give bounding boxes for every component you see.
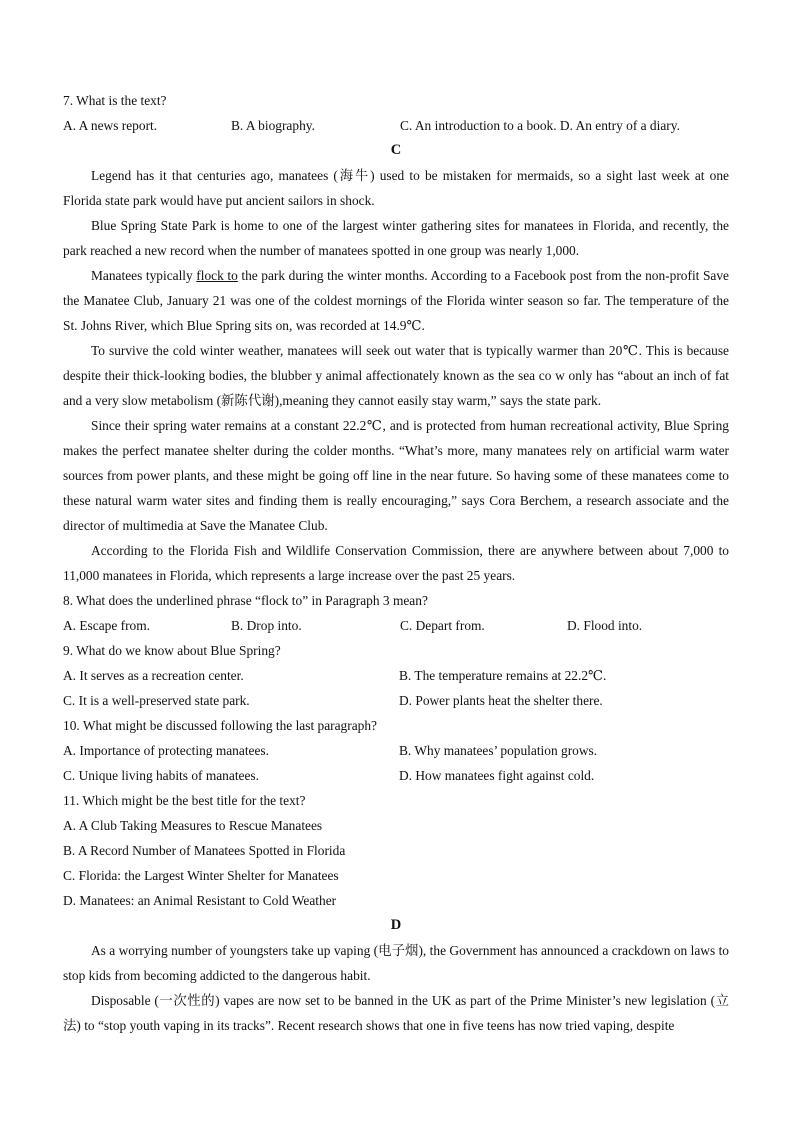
question-7-option-b: B. A biography. [231,118,315,133]
question-9-options-row-2 [63,688,729,713]
question-9-stem: 9. What do we know about Blue Spring? [63,643,281,658]
question-9-option-a: A. It serves as a recreation center. [63,668,244,683]
question-10-stem: 10. What might be discussed following the last paragraph? [63,718,377,733]
paragraph-3-end: the park during the winter months. According to a Facebook post from the non-profit Save the Manatee Club, January 21 was one of the coldest mornings of the Florida winter season so far. The temperature of the St. Johns River, which Blue Spring sits on, was recorded at 14.9℃. [63,268,729,333]
exam-page [63,88,729,1038]
question-8-option-c: C. Depart from. [400,618,485,633]
section-d-paragraph-2: Disposable (一次性的) vapes are now set to be banned in the UK as part of the Prime Minister’s new legislation (立法) to “stop youth vaping in its tracks”. Recent research shows that one in five teens has now tried vaping, despite [63,993,729,1033]
paragraph-3-start: Manatees typically [91,268,197,283]
question-8-option-b: B. Drop into. [231,618,302,633]
question-7-option-c-d: C. An introduction to a book. D. An entry of a diary. [400,118,680,133]
section-c-paragraph-1: Legend has it that centuries ago, manatees (海牛) used to be mistaken for mermaids, so a sight last week at one Florida state park would have put ancient sailors in shock. [63,168,729,208]
section-c-paragraph-3 [63,263,729,338]
section-c-paragraph-2: Blue Spring State Park is home to one of the largest winter gathering sites for manatees in Florida, and recently, the park reached a new record when the number of manatees spotted in one group was nearly 1,000. [63,218,729,258]
question-8-option-a: A. Escape from. [63,618,151,633]
question-8-stem: 8. What does the underlined phrase “flock to” in Paragraph 3 mean? [63,593,428,608]
question-11-option-d: D. Manatees: an Animal Resistant to Cold Weather [63,893,337,908]
question-10-option-d: D. How manatees fight against cold. [399,768,595,783]
section-c-heading: C [390,142,402,158]
section-c-paragraph-4: To survive the cold winter weather, manatees will seek out water that is typically warmer than 20℃. This is because despite their thick-looking bodies, the blubber y animal affectionately known as the sea co w only has “about an inch of fat and a very slow metabolism (新陈代谢),meaning they cannot easily stay warm,” says the state park. [63,343,729,408]
question-8-options [63,613,729,638]
question-11-option-c: C. Florida: the Largest Winter Shelter for Manatees [63,868,339,883]
question-9-option-c: C. It is a well-preserved state park. [63,693,250,708]
question-10-option-a: A. Importance of protecting manatees. [63,743,269,758]
section-d-heading: D [390,917,402,933]
question-10-option-c: C. Unique living habits of manatees. [63,768,259,783]
question-8-option-d: D. Flood into. [567,618,643,633]
section-c-paragraph-5: Since their spring water remains at a constant 22.2℃, and is protected from human recreational activity, Blue Spring makes the perfect manatee shelter during the colder months. “What’s more, many manatees rely on artificial warm water sources from power plants, and these might be going off line in the near future. So having some of these manatees come to these natural warm water sites and finding them is really encouraging,” says Cora Berchem, a research associate and the director of multimedia at Save the Manatee Club. [63,418,729,533]
question-9-option-d: D. Power plants heat the shelter there. [399,693,603,708]
question-7-option-a: A. A news report. [63,118,158,133]
question-9-option-b: B. The temperature remains at 22.2℃. [399,668,607,683]
question-11-option-a: A. A Club Taking Measures to Rescue Manatees [63,818,323,833]
section-d-paragraph-1: As a worrying number of youngsters take up vaping (电子烟), the Government has announced a crackdown on laws to stop kids from becoming addicted to the dangerous habit. [63,943,729,983]
question-7-options [63,113,729,138]
question-11-option-b: B. A Record Number of Manatees Spotted in Florida [63,843,346,858]
section-c-paragraph-6: According to the Florida Fish and Wildlife Conservation Commission, there are anywhere between about 7,000 to 11,000 manatees in Florida, which represents a large increase over the past 25 years. [63,543,729,583]
question-7-stem: 7. What is the text? [63,93,167,108]
question-10-options-row-2 [63,763,729,788]
question-10-options-row-1 [63,738,729,763]
question-10-option-b: B. Why manatees’ population grows. [399,743,598,758]
question-9-options-row-1 [63,663,729,688]
question-11-stem: 11. Which might be the best title for the text? [63,793,306,808]
underlined-phrase: flock to [196,268,238,283]
